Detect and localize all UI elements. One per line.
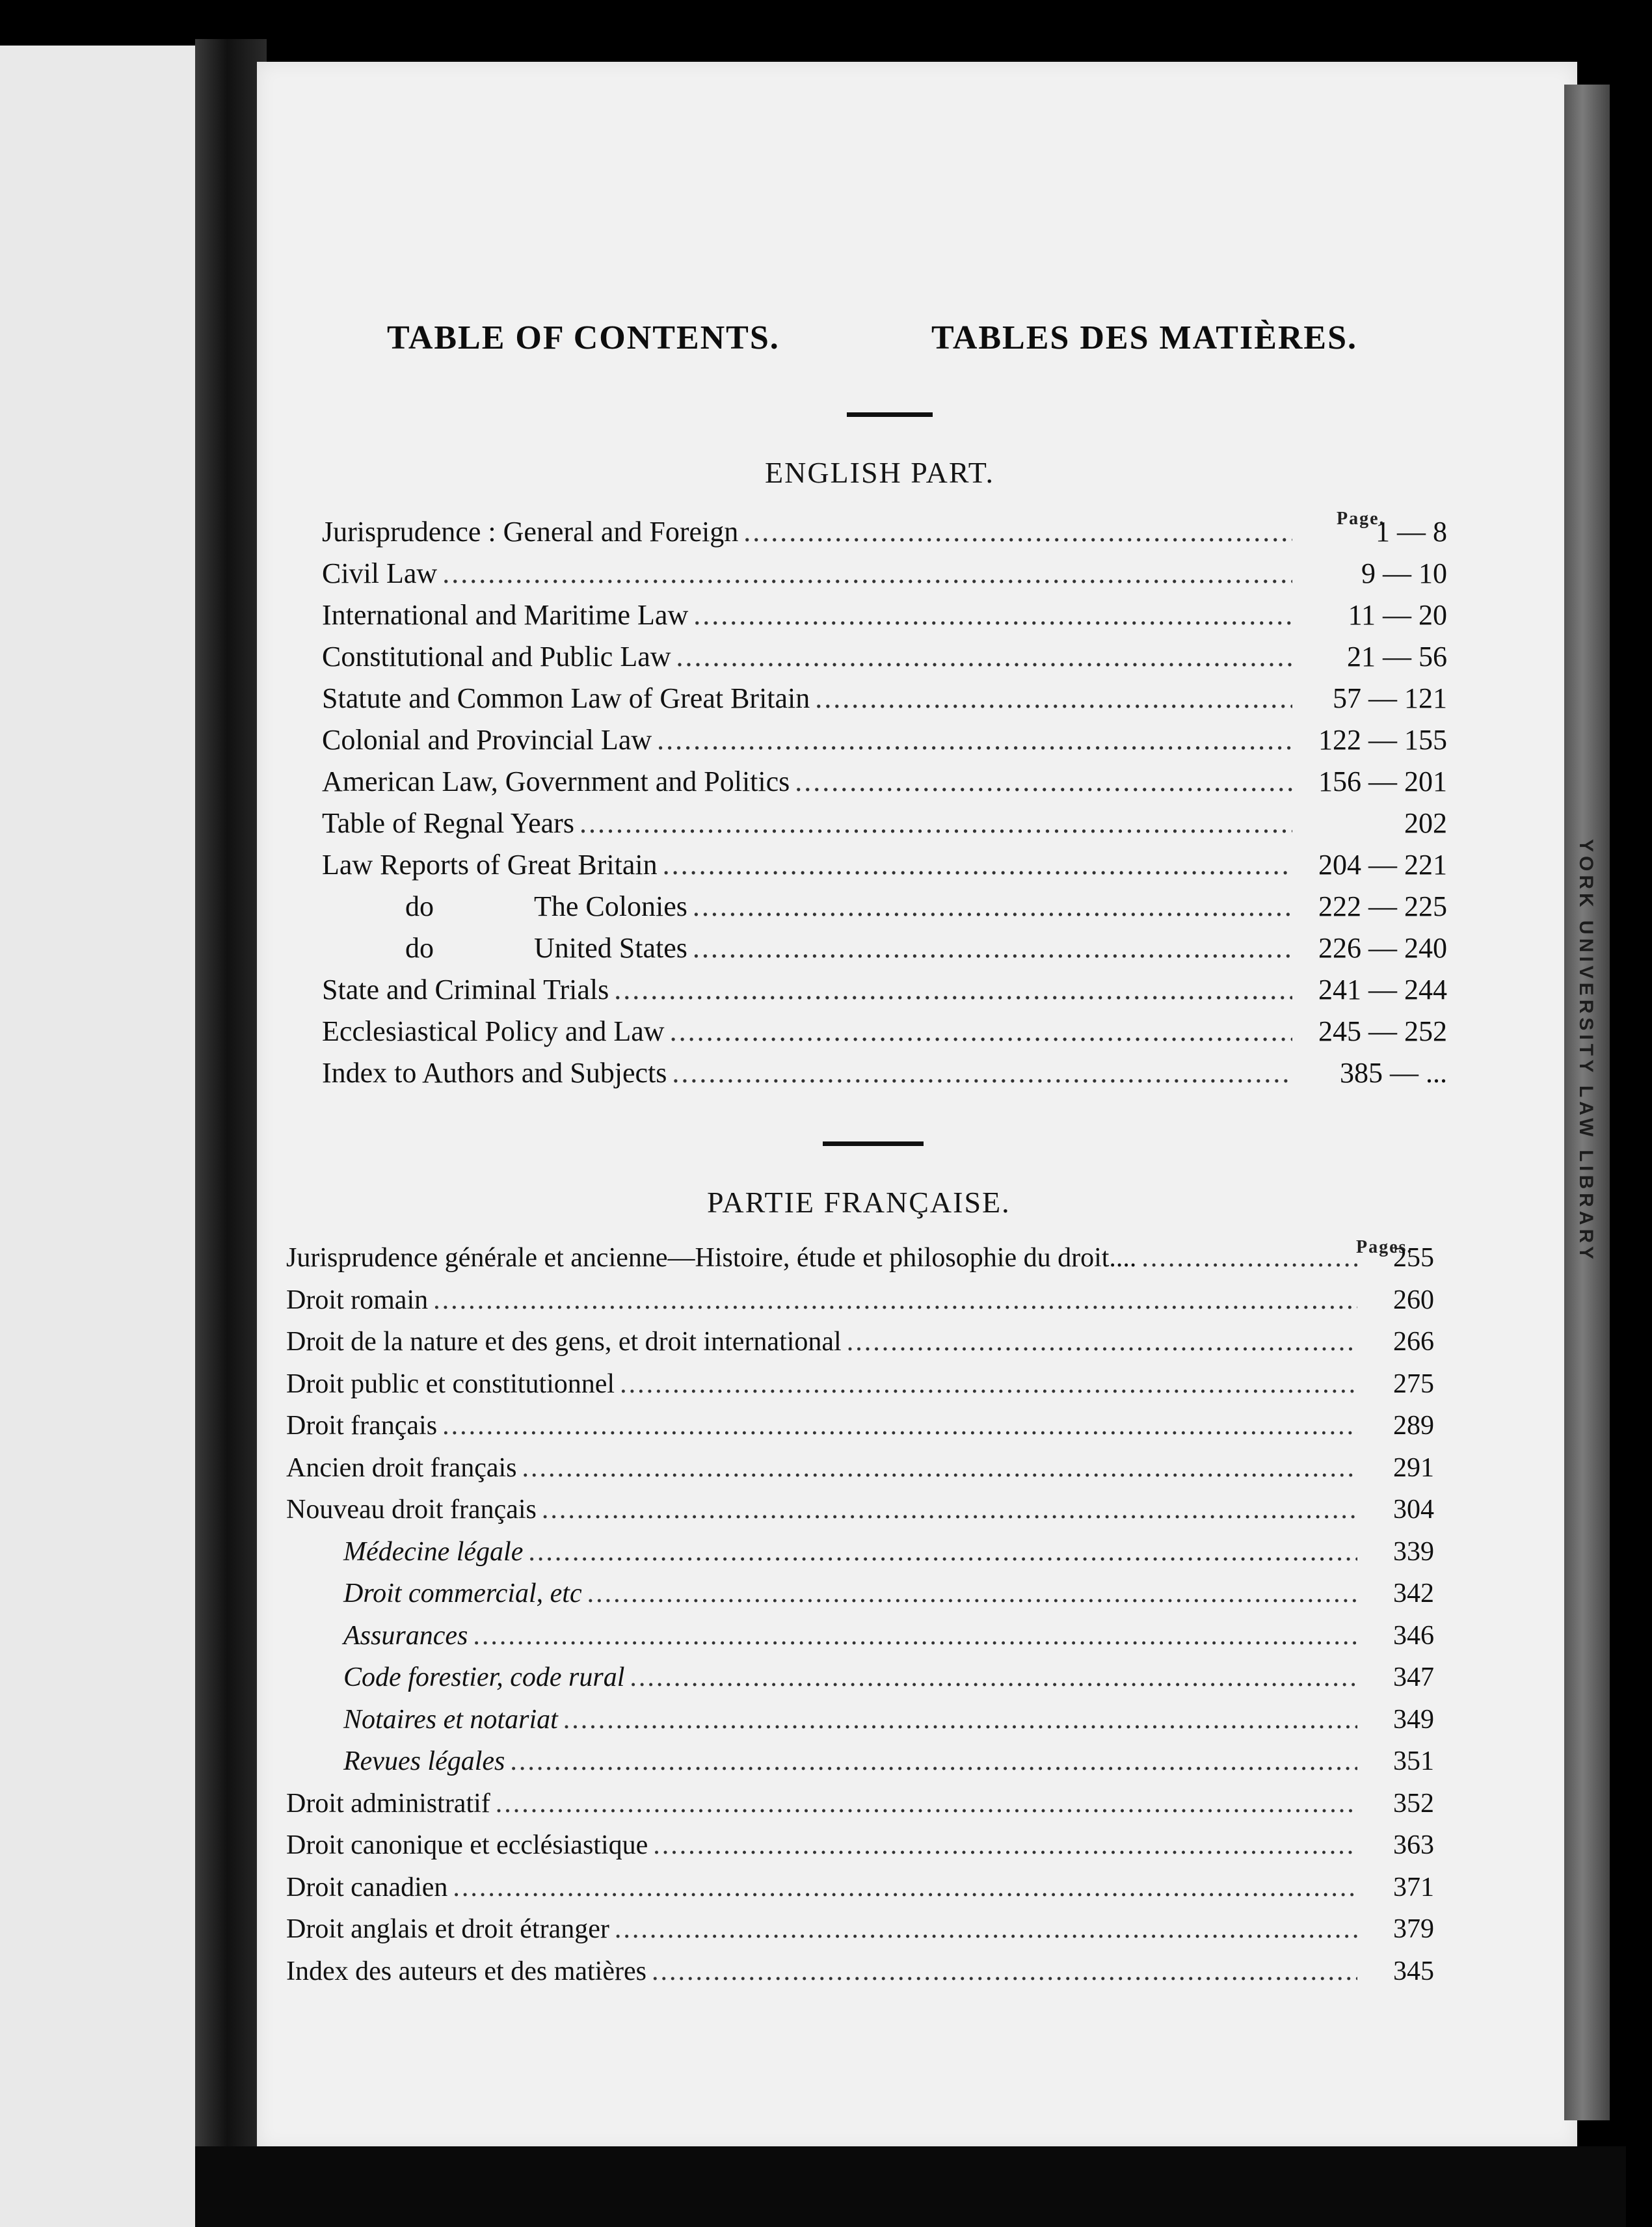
toc-entry-pages: 347 xyxy=(1393,1662,1434,1692)
toc-entry-label: Droit administratif xyxy=(286,1788,490,1819)
toc-entry xyxy=(322,553,1447,594)
toc-entry-pages: 1 — 8 xyxy=(1376,516,1447,548)
toc-entry xyxy=(322,1011,1447,1052)
dot-leader xyxy=(693,594,1292,636)
dot-leader xyxy=(663,844,1292,886)
toc-entry xyxy=(286,1573,1434,1615)
toc-entry xyxy=(322,886,1447,927)
dot-leader xyxy=(614,969,1292,1011)
toc-entry-pages: 379 xyxy=(1393,1914,1434,1944)
dot-leader xyxy=(815,678,1292,719)
dot-leader xyxy=(542,1489,1357,1530)
dot-leader xyxy=(693,886,1292,927)
toc-entry xyxy=(322,636,1447,678)
toc-entry-label: Médecine légale xyxy=(343,1536,524,1567)
toc-entry-label: Assurances xyxy=(343,1620,468,1651)
toc-entry xyxy=(286,1824,1434,1867)
toc-entry-pages: 349 xyxy=(1393,1704,1434,1735)
toc-entry-label xyxy=(322,886,687,927)
dot-leader xyxy=(795,761,1292,803)
dot-leader xyxy=(580,803,1292,844)
toc-entry-label: Notaires et notariat xyxy=(343,1704,558,1735)
toc-entry-pages: 241 — 244 xyxy=(1318,974,1447,1006)
toc-entry xyxy=(286,1615,1434,1657)
toc-entry-label: Droit commercial, etc xyxy=(343,1579,582,1608)
toc-entry-label: State and Criminal Trials xyxy=(322,974,609,1006)
toc-entry xyxy=(322,927,1447,969)
dot-leader xyxy=(693,927,1292,969)
toc-entry xyxy=(322,719,1447,761)
toc-entry-pages: 255 xyxy=(1393,1243,1434,1273)
toc-entry xyxy=(286,1447,1434,1489)
toc-entry-pages: 222 — 225 xyxy=(1318,890,1447,922)
french-entries-list xyxy=(286,1237,1434,1992)
dot-leader xyxy=(563,1699,1357,1740)
divider-rule xyxy=(847,412,933,417)
dot-leader xyxy=(510,1740,1357,1782)
dot-leader xyxy=(847,1321,1357,1363)
toc-entry-label: Revues légales xyxy=(343,1746,505,1776)
toc-entry-label: Index des auteurs et des matières xyxy=(286,1956,646,1986)
toc-entry xyxy=(286,1783,1434,1825)
dot-leader xyxy=(743,511,1292,553)
toc-entry-pages: 363 xyxy=(1393,1830,1434,1860)
toc-entry-pages: 339 xyxy=(1393,1536,1434,1567)
toc-entry-label: Droit canonique et ecclésiastique xyxy=(286,1830,648,1860)
dot-leader xyxy=(670,1011,1292,1052)
toc-entry-pages: 260 xyxy=(1393,1285,1434,1315)
toc-entry-pages: 345 xyxy=(1393,1956,1434,1986)
toc-entry xyxy=(322,1052,1447,1094)
toc-entry xyxy=(286,1405,1434,1447)
english-page-label: Page. xyxy=(1337,509,1385,529)
toc-entry xyxy=(286,1740,1434,1783)
dot-leader xyxy=(453,1867,1357,1908)
toc-entry xyxy=(286,1908,1434,1951)
dot-leader xyxy=(496,1783,1357,1824)
dot-leader xyxy=(672,1052,1292,1094)
toc-entry-label: Code forestier, code rural xyxy=(343,1662,625,1692)
toc-entry-text: The Colonies xyxy=(534,890,687,922)
library-stamp-text: YORK UNIVERSITY LAW LIBRARY xyxy=(1575,839,1597,1264)
toc-entry-label: Droit canadien xyxy=(286,1872,448,1902)
toc-entry-pages: 266 xyxy=(1393,1327,1434,1357)
toc-entry-pages: 291 xyxy=(1393,1452,1434,1483)
english-part-title: ENGLISH PART. xyxy=(765,456,994,489)
toc-entry-pages: 245 — 252 xyxy=(1318,1015,1447,1047)
dot-leader xyxy=(657,719,1292,761)
toc-entry-pages: 342 xyxy=(1393,1579,1434,1608)
toc-entry-pages: 346 xyxy=(1393,1620,1434,1651)
toc-entry-pages: 122 — 155 xyxy=(1318,724,1447,756)
toc-entry-pages: 21 — 56 xyxy=(1347,641,1447,673)
toc-entry xyxy=(286,1279,1434,1322)
toc-entry-text: United States xyxy=(534,932,687,964)
dot-leader xyxy=(652,1951,1357,1992)
dot-leader xyxy=(473,1615,1357,1657)
dot-leader xyxy=(522,1447,1357,1489)
english-main-title: TABLE OF CONTENTS. xyxy=(387,319,780,356)
toc-entry xyxy=(322,844,1447,886)
toc-entry-label: Droit romain xyxy=(286,1285,429,1315)
french-part-title: PARTIE FRANÇAISE. xyxy=(707,1186,1011,1219)
toc-entry-label: Civil Law xyxy=(322,557,438,589)
ditto-mark: do xyxy=(405,890,434,922)
toc-entry-label: Law Reports of Great Britain xyxy=(322,849,658,881)
toc-entry xyxy=(286,1321,1434,1363)
toc-entry-label: Jurisprudence : General and Foreign xyxy=(322,516,739,548)
toc-entry-pages: 352 xyxy=(1393,1788,1434,1819)
toc-entry-label: Colonial and Provincial Law xyxy=(322,724,652,756)
divider-rule xyxy=(823,1141,924,1146)
dot-leader xyxy=(1141,1237,1357,1279)
library-stamp xyxy=(1573,839,1599,1476)
english-entries-list xyxy=(322,511,1447,1094)
toc-entry-pages: 9 — 10 xyxy=(1361,557,1447,589)
toc-entry-pages: 371 xyxy=(1393,1872,1434,1902)
dot-leader xyxy=(442,1405,1357,1447)
facing-page xyxy=(0,46,215,2227)
toc-entry xyxy=(286,1237,1434,1279)
toc-entry-label: Statute and Common Law of Great Britain xyxy=(322,682,810,714)
ditto-mark: do xyxy=(405,932,434,964)
toc-entry-pages: 57 — 121 xyxy=(1333,682,1447,714)
toc-entry-label: Nouveau droit français xyxy=(286,1495,537,1525)
toc-entry xyxy=(286,1867,1434,1909)
book-spine-gutter xyxy=(195,39,267,2185)
toc-entry-pages: 351 xyxy=(1393,1746,1434,1776)
toc-entry-label: Table of Regnal Years xyxy=(322,807,574,839)
dot-leader xyxy=(433,1279,1357,1321)
dot-leader xyxy=(528,1531,1357,1573)
toc-entry-label: International and Maritime Law xyxy=(322,599,689,631)
toc-entry-pages: 204 — 221 xyxy=(1318,849,1447,881)
toc-entry-label: Droit français xyxy=(286,1411,438,1441)
dot-leader xyxy=(630,1657,1357,1698)
toc-entry-label xyxy=(322,927,687,969)
french-main-title: TABLES DES MATIÈRES. xyxy=(931,319,1358,356)
toc-entry xyxy=(322,969,1447,1011)
toc-entry-label: Constitutional and Public Law xyxy=(322,641,671,673)
toc-entry-pages: 156 — 201 xyxy=(1318,766,1447,797)
toc-entry-pages: 226 — 240 xyxy=(1318,932,1447,964)
toc-entry xyxy=(286,1531,1434,1573)
dot-leader xyxy=(442,553,1292,594)
dot-leader xyxy=(587,1573,1357,1614)
toc-entry-label: Jurisprudence générale et ancienne—Histoire, étude et philosophie du droit.... xyxy=(286,1243,1137,1273)
scan-border xyxy=(195,2146,1626,2227)
toc-entry-pages: 11 — 20 xyxy=(1348,599,1447,631)
toc-entry xyxy=(322,594,1447,636)
toc-entry-label: Index to Authors and Subjects xyxy=(322,1057,667,1089)
dot-leader xyxy=(615,1908,1357,1950)
toc-entry xyxy=(286,1489,1434,1531)
toc-entry-label: Droit de la nature et des gens, et droit international xyxy=(286,1327,842,1357)
toc-entry xyxy=(286,1951,1434,1993)
toc-entry xyxy=(286,1657,1434,1699)
toc-entry xyxy=(322,761,1447,803)
dot-leader xyxy=(620,1363,1357,1405)
toc-entry-pages: 304 xyxy=(1393,1495,1434,1525)
toc-entry xyxy=(322,678,1447,719)
toc-entry xyxy=(322,511,1447,553)
dot-leader xyxy=(653,1824,1357,1866)
toc-entry-pages: 202 xyxy=(1404,807,1447,839)
toc-entry xyxy=(322,803,1447,844)
toc-entry xyxy=(286,1363,1434,1406)
toc-entry-pages: 385 — ... xyxy=(1340,1057,1447,1089)
dot-leader xyxy=(676,636,1292,678)
toc-entry-pages: 275 xyxy=(1393,1368,1434,1399)
toc-entry xyxy=(286,1699,1434,1741)
french-page-label: Pages. xyxy=(1356,1237,1413,1257)
toc-entry-label: Ecclesiastical Policy and Law xyxy=(322,1015,665,1047)
toc-entry-pages: 289 xyxy=(1393,1411,1434,1441)
toc-entry-label: Droit anglais et droit étranger xyxy=(286,1914,609,1944)
toc-entry-label: Droit public et constitutionnel xyxy=(286,1368,615,1399)
toc-entry-label: American Law, Government and Politics xyxy=(322,766,790,797)
toc-entry-label: Ancien droit français xyxy=(286,1452,517,1483)
